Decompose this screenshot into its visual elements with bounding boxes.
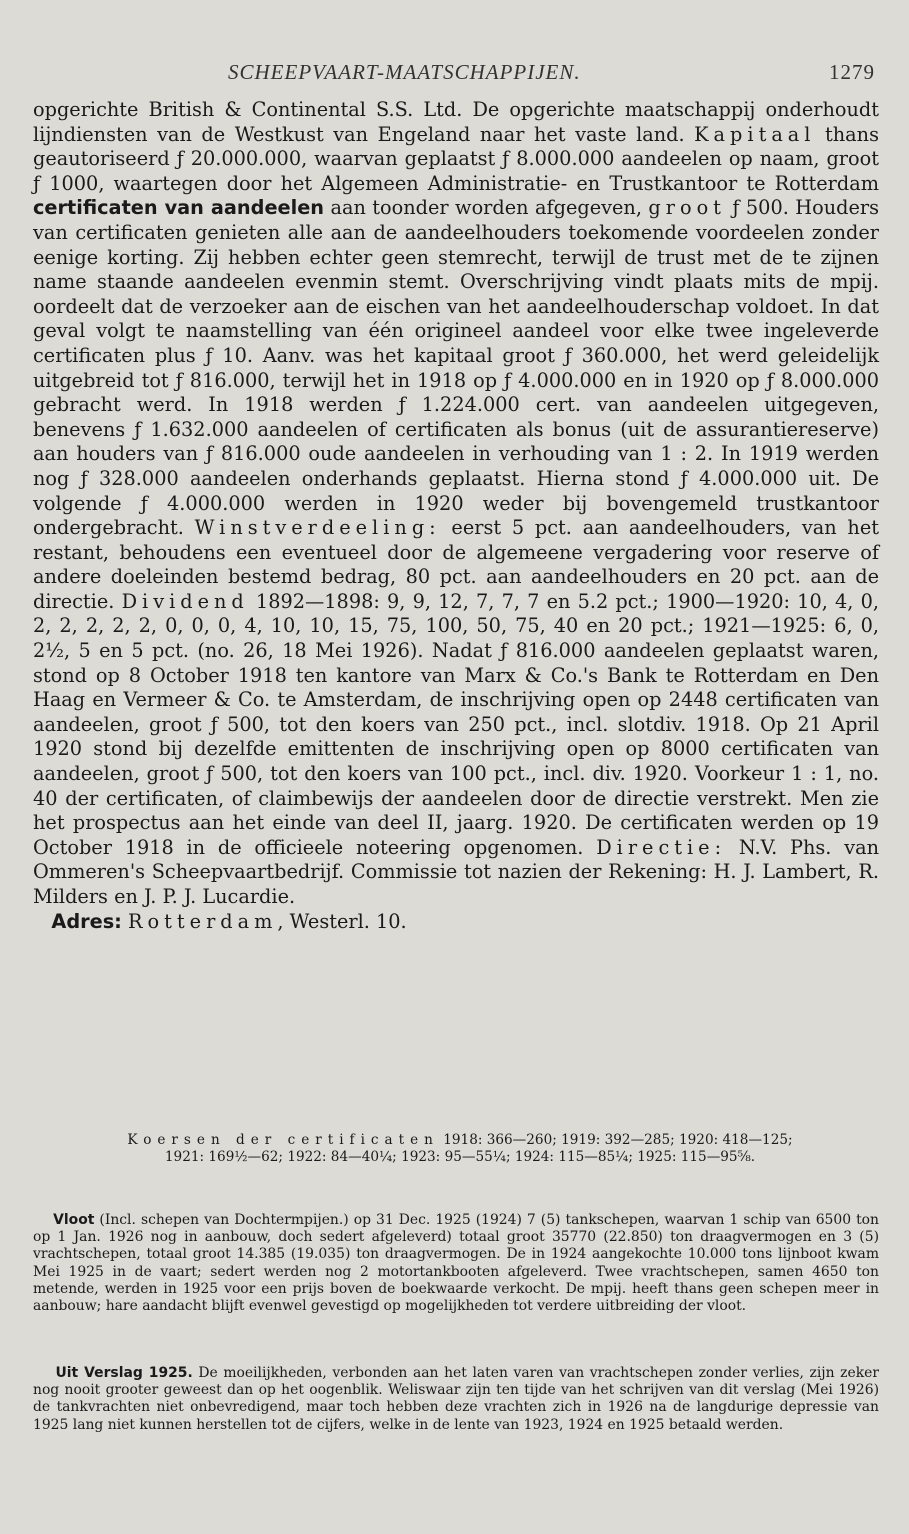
company-entry	[33, 98, 879, 934]
text-segment: N.V. Phs. van Ommeren's Scheepvaartbedrijf. Commissie tot nazien der Rekening: H. J. Lambert, R. Milders en J. P. J. Lucardie.	[33, 835, 879, 908]
adres-street: , Westerl. 10.	[277, 909, 407, 933]
kapitaal-label: Kapitaal	[694, 122, 816, 146]
koersen-values-1: 1918: 366—260; 1919: 392—285; 1920: 418—125;	[438, 1132, 793, 1148]
adres-city: Rotterdam	[128, 909, 278, 933]
text-segment: 1892—1898: 9, 9, 12, 7, 7, 7 en 5.2 pct.; 1900—1920: 10, 4, 0, 2, 2, 2, 2, 2, 0, 0, 0, 4, 10, 10, 15, 75, 100, 50, 75, 40 en 20 pct.; 1921—1925: 6, 0, 2½, 5 en 5 pct. (no. 26, 18 Mei 1926). Nadat ƒ 816.000 aandeelen geplaatst waren, stond op 8 October 1918 ten kantore van Marx & Co.'s Bank te Rotterdam en Den Haag en Vermeer & Co. te Amsterdam, de inschrijving open op 2448 certificaten van aandeelen, groot ƒ 500, tot den koers van 250 pct., incl. slotdiv. 1918. Op 21 April 1920 stond bij dezelfde emittenten de inschrijving open op 8000 certificaten van aandeelen, groot ƒ 500, tot den koers van 100 pct., incl. div. 1920. Voorkeur 1 : 1, no. 40 der certificaten, of claimbewijs der aandeelen door de directie verstrekt. Men zie het prospectus aan het einde van deel II, jaarg. 1920. De certificaten werden op 19 October 1918 in de officieele noteering opgenomen.	[33, 589, 879, 859]
certificaten-label: certificaten van aandeelen	[33, 196, 325, 220]
vloot-text: (Incl. schepen van Dochtermpijen.) op 31 Dec. 1925 (1924) 7 (5) tankschepen, waarvan 1 schip van 6500 ton op 1 Jan. 1926 nog in aanbouw, doch sedert afgeleverd) totaal groot 35770 (22.850) ton draagvermogen en 3 (5) vrachtschepen, totaal groot 14.385 (19.035) ton draagvermogen. De in 1924 aangekochte 10.000 tons lijnboot kwam Mei 1925 in de vaart; sedert werden nog 2 motortankbooten afgeleverd. Twee vrachtschepen, samen 4650 ton metende, werden in 1925 voor een prijs boven de boekwaarde verkocht. De mpij. heeft thans geen schepen meer in aanbouw; hare aandacht blijft evenwel gevestigd op mogelijkheden tot verdere uitbreiding der vloot.	[33, 1212, 879, 1315]
verslag-label: Uit Verslag 1925.	[55, 1365, 193, 1381]
verslag-text: De moeilijkheden, verbonden aan het laten varen van vrachtschepen zonder verlies, zijn zeker nog nooit grooter geweest dan op het oogenblik. Weliswaar zijn ten tijde van het schrijven van dit verslag (Mei 1926) de tankvrachten niet onbevredigend, maar toch hebben deze vrachten zich in 1926 na de langdurige depressie van 1925 lang niet kunnen herstellen tot de cijfers, welke in de lente van 1923, 1924 en 1925 betaald werden.	[33, 1365, 879, 1433]
text-segment: ƒ 500. Houders van certificaten genieten alle aan de aandeelhouders toekomende voordeelen zonder eenige korting. Zij hebben echter geen stemrecht, terwijl de trust met de te zijnen name staande aandeelen evenmin stemt. Overschrijving vindt plaats mits de mpij. oordeelt dat de verzoeker aan de eischen van het aandeelhouderschap voldoet. In dat geval volgt te naamstelling van één origineel aandeel voor elke twee ingeleverde certificaten plus ƒ 10. Aanv. was het kapitaal groot ƒ 360.000, het werd geleidelijk uitgebreid tot ƒ 816.000, terwijl het in 1918 op ƒ 4.000.000 en in 1920 op ƒ 8.000.000 gebracht werd. In 1918 werden ƒ 1.224.000 cert. van aandeelen uitgegeven, benevens ƒ 1.632.000 aandeelen of certificaten als bonus (uit de assurantiereserve) aan houders van ƒ 816.000 oude aandeelen in verhouding van 1 : 2. In 1919 werden nog ƒ 328.000 aandeelen onderhands geplaatst. Hierna stond ƒ 4.000.000 uit. De volgende ƒ 4.000.000 werden in 1920 weder bij bovengemeld trustkantoor ondergebracht.	[33, 196, 879, 540]
adres-line	[33, 910, 879, 935]
koersen-line-1	[40, 1132, 880, 1149]
text-segment: aan toonder worden afgegeven,	[324, 196, 649, 220]
koersen-line-2: 1921: 169½—62; 1922: 84—40¼; 1923: 95—55¼; 1924: 115—85¼; 1925: 115—95⅝.	[164, 1149, 756, 1165]
page-header	[0, 60, 909, 90]
koersen-label: Koersen der certificaten	[127, 1132, 439, 1148]
vloot-section	[33, 1212, 879, 1315]
adres-label: Adres:	[51, 909, 122, 933]
text-segment: opgerichte British & Continental S.S. Ltd. De opgerichte maatschappij onderhoudt lijndiensten van de Westkust van Engeland naar het vaste land.	[33, 98, 879, 146]
directie-label: Directie:	[596, 835, 727, 859]
koersen-section	[40, 1132, 880, 1166]
dividend-label: Dividend	[121, 589, 249, 613]
text-segment: thans geautoriseerd ƒ 20.000.000, waarvan geplaatst ƒ 8.000.000 aandeelen op naam, groot ƒ 1000, waartegen door het Algemeen Administratie- en Trustkantoor te Rotterdam	[33, 122, 879, 195]
winstverdeeling-label: Winstverdeeling:	[194, 516, 441, 540]
verslag-paragraph	[33, 1365, 879, 1434]
vloot-label: Vloot	[53, 1212, 95, 1228]
vloot-paragraph	[33, 1212, 879, 1315]
verslag-section	[33, 1365, 879, 1434]
groot-label: groot	[648, 196, 726, 220]
running-title: SCHEEPVAART-MAATSCHAPPIJEN.	[228, 60, 581, 84]
page-number: 1279	[829, 60, 875, 84]
text-segment: eerst 5 pct. aan aandeelhouders, van het restant, behoudens een eventueel door de algemeene vergadering voor reserve of andere doeleinden bestemd bedrag, 80 pct. aan aandeelhouders en 20 pct. aan de directie.	[33, 516, 879, 613]
entry-paragraph	[33, 98, 879, 910]
